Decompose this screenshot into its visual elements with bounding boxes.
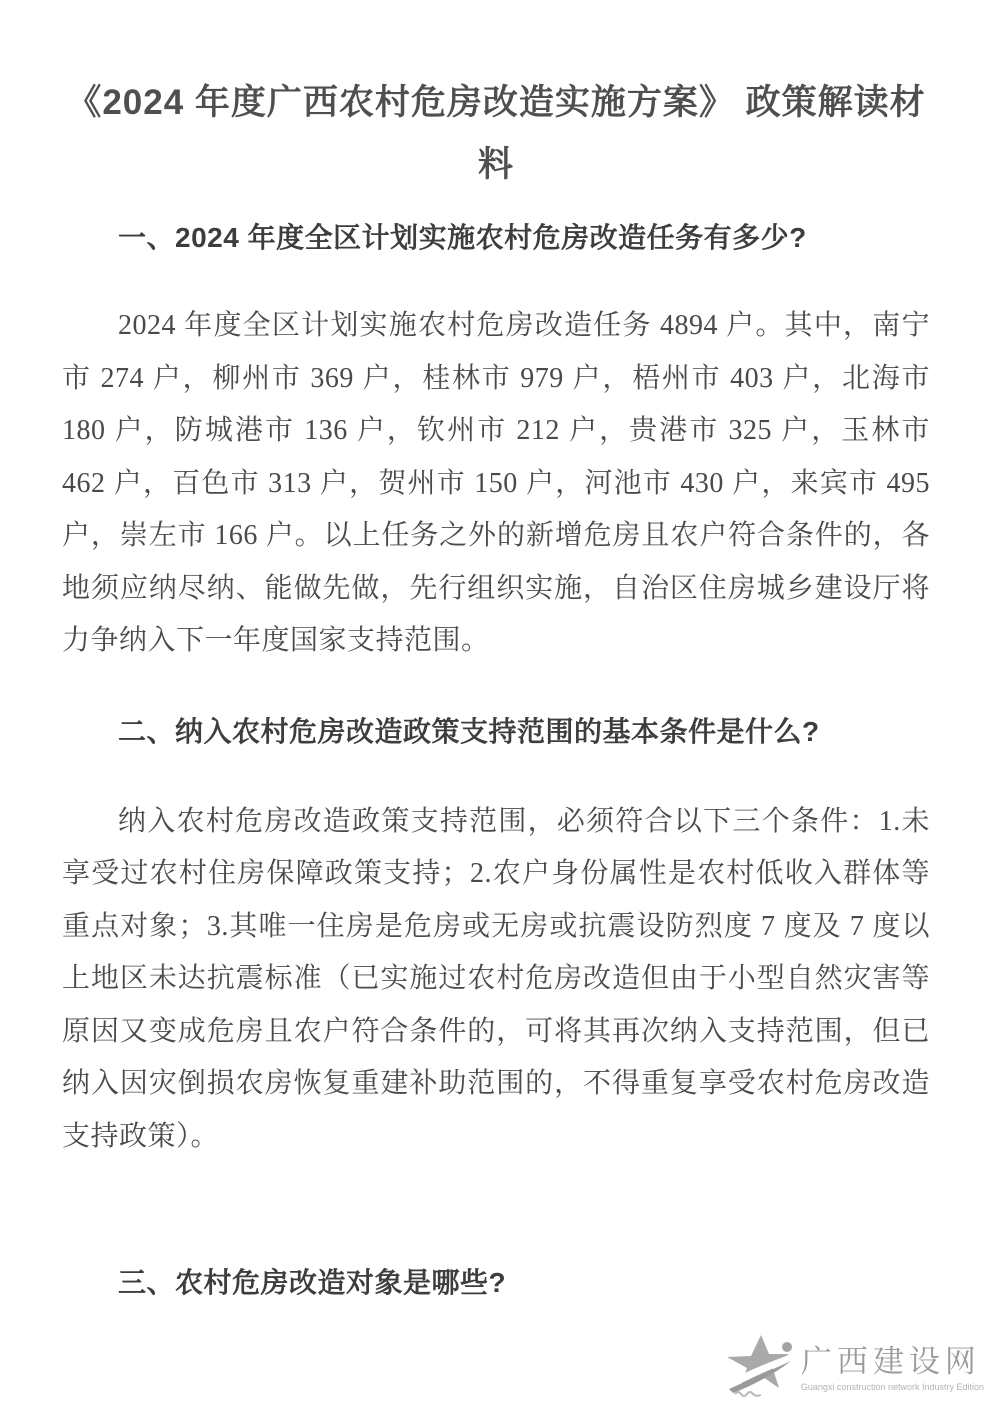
site-watermark-logo — [719, 1333, 984, 1399]
page-title: 《2024 年度广西农村危房改造实施方案》 政策解读材料 — [66, 83, 926, 184]
logo-site-name: 广西建设网 — [800, 1344, 981, 1379]
section-3-heading: 三、农村危房改造对象是哪些? — [118, 1267, 507, 1298]
logo-text-block — [801, 1333, 984, 1393]
section-1-heading: 一、2024 年度全区计划实施农村危房改造任务有多少? — [118, 222, 807, 253]
star-swoosh-logo-icon — [719, 1333, 797, 1399]
section-2-heading: 二、纳入农村危房改造政策支持范围的基本条件是什么? — [118, 715, 820, 747]
section-1-paragraph: 2024 年度全区计划实施农村危房改造任务 4894 户。其中，南宁市 274 户，柳州市 369 户，桂林市 979 户，梧州市 403 户，北海市 180 户，防城港市 136 户，钦州市 212 户，贵港市 325 户，玉林市 462 户，百色市 313 户，贺州市 150 户，河池市 430 户，来宾市 495 户，崇左市 166 户。以上任务之外的新增危房且农户符合条件的，各地须应纳尽纳、能做先做，先行组织实施，自治区住房城乡建设厅将力争纳入下一年度国家支持范围。 — [62, 310, 930, 656]
logo-caption: Guangxi construction network Industry Edition — [800, 1382, 984, 1392]
section-2-paragraph: 纳入农村危房改造政策支持范围，必须符合以下三个条件：1.未享受过农村住房保障政策支持；2.农户身份属性是农村低收入群体等重点对象；3.其唯一住房是危房或无房或抗震设防烈度 7 度及 7 度以上地区未达抗震标准（已实施过农村危房改造但由于小型自然灾害等原因又变成危房且农户符合条件的，可将其再次纳入支持范围，但已纳入因灾倒损农房恢复重建补助范围的，不得重复享受农村危房改造支持政策）。 — [62, 805, 930, 1152]
